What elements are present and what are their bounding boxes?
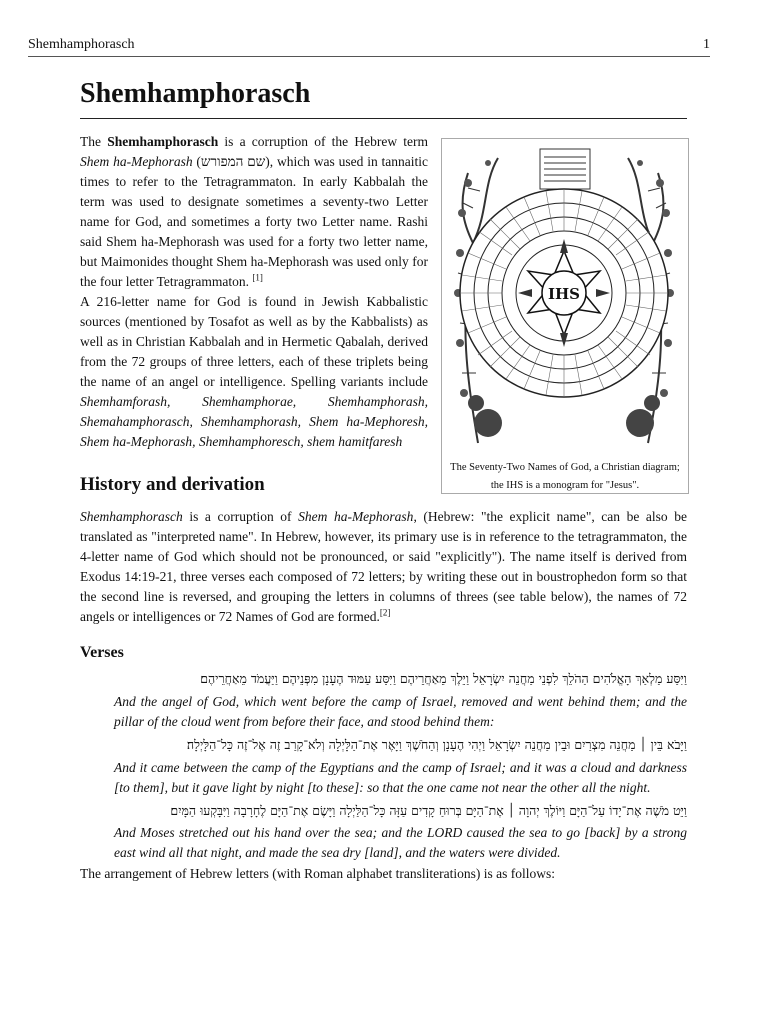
article-title: Shemhamphorasch [80, 78, 311, 109]
verse-2-hebrew: וַיָּבֹא בֵּין ׀ מַחֲנֵה מִצְרַיִם וּבֵין מַחֲנֵה יִשְׂרָאֵל וַיְהִי הֶעָנָן וְהַחֹשֶׁךְ וַיָּאֶר אֶת־הַלָּיְלָה וְלֹא־קָרַב זֶה אֶל־זֶה כָּל־הַלָּיְלָה׃ [186, 737, 687, 752]
header-title: Shemhamphorasch [28, 37, 135, 52]
section-heading-verses: Verses [80, 644, 124, 661]
history-paragraph: Shemhamphorasch is a corruption of Shem ha-Mephorash, (Hebrew: "the explicit name", can be also be translated as "interpreted name". In Hebrew, however, its primary use is in reference to the tetragrammaton, the 4-letter name of God which should not be pronounced, or said "explicitly"). The name itself is derived from Exodus 14:19-21, three verses each composed of 72 letters; by writing these out in boustrophedon form so that the second line is reversed, and grouping the letters in columns of threes (see table below), the names of 72 angels or intelligences or 72 Names of God are formed.[2] [80, 509, 687, 624]
verse-3-translation: And Moses stretched out his hand over the sea; and the LORD caused the sea to go [back] by a strong east wind all that night, and made the sea dry [land], and the waters were divided. [114, 825, 687, 860]
citation-2-link[interactable]: [2] [379, 607, 391, 618]
figure-caption: The Seventy-Two Names of God, a Christian diagram; the IHS is a monogram for "Jesus". [450, 462, 680, 491]
closing-paragraph: The arrangement of Hebrew letters (with Roman alphabet transliterations) is as follows: [80, 866, 555, 881]
verse-1-translation: And the angel of God, which went before the camp of Israel, removed and went behind them; and the pillar of the cloud went from before their face, and stood behind them: [114, 694, 687, 729]
verse-2-translation: And it came between the camp of the Egyptians and the camp of Israel; and it was a cloud and darkness [to them], but it gave light by night [to these]: so that the one came not near the other all the night. [114, 760, 687, 795]
verse-1-hebrew: וַיִּסַּע מַלְאַךְ הָאֱלֹהִים הַהֹלֵךְ לִפְנֵי מַחֲנֵה יִשְׂרָאֵל וַיֵּלֶךְ מֵאַחֲרֵיהֶם וַיִּסַּע עַמּוּד הֶעָנָן מִפְּנֵיהֶם וַיַּעֲמֹד מֵאַחֲרֵיהֶם׃ [200, 671, 687, 686]
spelling-variants: Shemhamforash, Shemhamphorae, Shemhamphorash, Shemahamphorasch, Shemhamphorash, Shem ha-Mephoresh, Shem ha-Mephorash, Shemhamphoresch, shem hamitfaresh [80, 394, 428, 449]
hebrew-term: שם המפורש [200, 154, 266, 169]
figure-seventy-two-names [441, 138, 689, 494]
citation-1-link[interactable]: [1] [252, 272, 263, 283]
seventy-two-names-diagram[interactable] [448, 143, 680, 455]
page-number: 1 [703, 37, 710, 52]
term-bold: Shemhamphorasch [107, 134, 219, 149]
intro-paragraph-2: A 216-letter name for God is found in Jewish Kabbalistic sources (mentioned by Tosafot as well as by the Kabbalists) as well as in Christian Kabbalah and in Hermetic Qabalah, derived from the 72 groups of three letters, each of these triplets being the name of an angel or intelligence. Spelling variants include Shemhamforash, Shemhamphorae, Shemhamphorash, Shemahamphorasch, Shemhamphorash, Shem ha-Mephoresh, Shem ha-Mephorash, Shemhamphoresch, shem hamitfaresh [80, 294, 428, 449]
title-rule [80, 118, 687, 119]
ihs-monogram: IHS [547, 285, 581, 303]
running-header [28, 36, 710, 57]
verse-3-hebrew: וַיֵּט מֹשֶׁה אֶת־יָדוֹ עַל־הַיָּם וַיּוֹלֶךְ יְהוָה ׀ אֶת־הַיָּם בְּרוּחַ קָדִים עַזָּה כָּל־הַלַּיְלָה וַיָּשֶׂם אֶת־הַיָּם לֶחָרָבָה וַיִּבָּקְעוּ הַמָּיִם׃ [170, 803, 687, 818]
section-heading-history: History and derivation [80, 474, 265, 495]
intro-paragraph-1: The Shemhamphorasch is a corruption of the Hebrew term Shem ha-Mephorash (שם המפורש), which was used in tannaitic times to refer to the Tetragrammaton. In early Kabbalah the term was used to designate sometimes a seventy-two Letter name for God, and sometimes a forty two Letter name. Rashi said Shem ha-Mephorash was used for a forty two letter name, but Maimonides thought Shem ha-Mephorash was used only for the four letter Tetragrammaton. [1] [80, 134, 429, 289]
